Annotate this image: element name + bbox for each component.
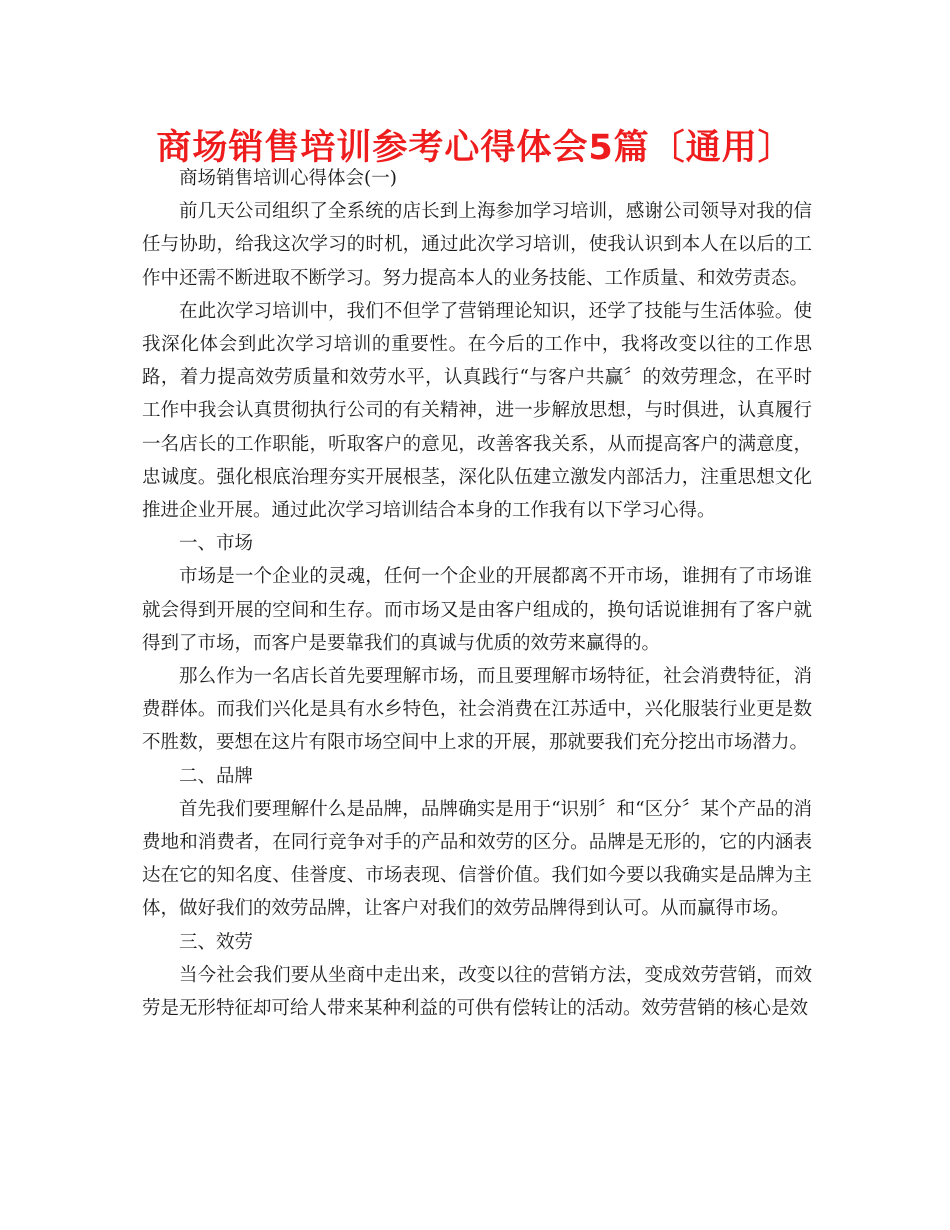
- body-paragraph: 那么作为一名店长首先要理解市场，而且要理解市场特征，社会消费特征，消费群体。而我们兴化是具有水乡特色，社会消费在江苏适中，兴化服装行业更是数不胜数，要想在这片有限市场空间中上求的开展，那就要我们充分挖出市场潜力。: [142, 666, 812, 754]
- document-title: 商场销售培训参考心得体会5篇〔通用〕: [156, 128, 794, 168]
- section-heading-brand: 二、品牌: [179, 765, 254, 787]
- section-heading-service: 三、效劳: [179, 931, 254, 953]
- body-paragraph: 当今社会我们要从坐商中走出来，改变以往的营销方法，变成效劳营销，而效劳是无形特征却可给人带来某种利益的可供有偿转让的活动。效劳营销的核心是效: [142, 964, 812, 1020]
- body-paragraph: 首先我们要理解什么是品牌，品牌确实是用于“识别〞和“区分〞某个产品的消费地和消费者，在同行竞争对手的产品和效劳的区分。品牌是无形的，它的内涵表达在它的知名度、佳誉度、市场表现、信誉价值。我们如今要以我确实是品牌为主体，做好我们的效劳品牌，让客户对我们的效劳品牌得到认可。从而赢得市场。: [142, 798, 812, 920]
- body-paragraph: 前几天公司组织了全系统的店长到上海参加学习培训，感谢公司领导对我的信任与协助，给我这次学习的时机，通过此次学习培训，使我认识到本人在以后的工作中还需不断进取不断学习。努力提高本人的业务技能、工作质量、和效劳责态。: [142, 201, 812, 289]
- document-body: [142, 162, 812, 1025]
- section-heading-market: 一、市场: [179, 533, 254, 555]
- body-paragraph: 在此次学习培训中，我们不但学了营销理论知识，还学了技能与生活体验。使我深化体会到此次学习培训的重要性。在今后的工作中，我将改变以往的工作思路，着力提高效劳质量和效劳水平，认真践行“与客户共赢〞的效劳理念，在平时工作中我会认真贯彻执行公司的有关精神，进一步解放思想，与时俱进，认真履行一名店长的工作职能，听取客户的意见，改善客我关系，从而提高客户的满意度，忠诚度。强化根底治理夯实开展根茎，深化队伍建立激发内部活力，注重思想文化推进企业开展。通过此次学习培训结合本身的工作我有以下学习心得。: [142, 300, 812, 522]
- subtitle-paragraph: 商场销售培训心得体会(一): [179, 168, 397, 189]
- body-paragraph: 市场是一个企业的灵魂，任何一个企业的开展都离不开市场，谁拥有了市场谁就会得到开展的空间和生存。而市场又是由客户组成的，换句话说谁拥有了客户就得到了市场，而客户是要靠我们的真诚与优质的效劳来赢得的。: [142, 566, 812, 654]
